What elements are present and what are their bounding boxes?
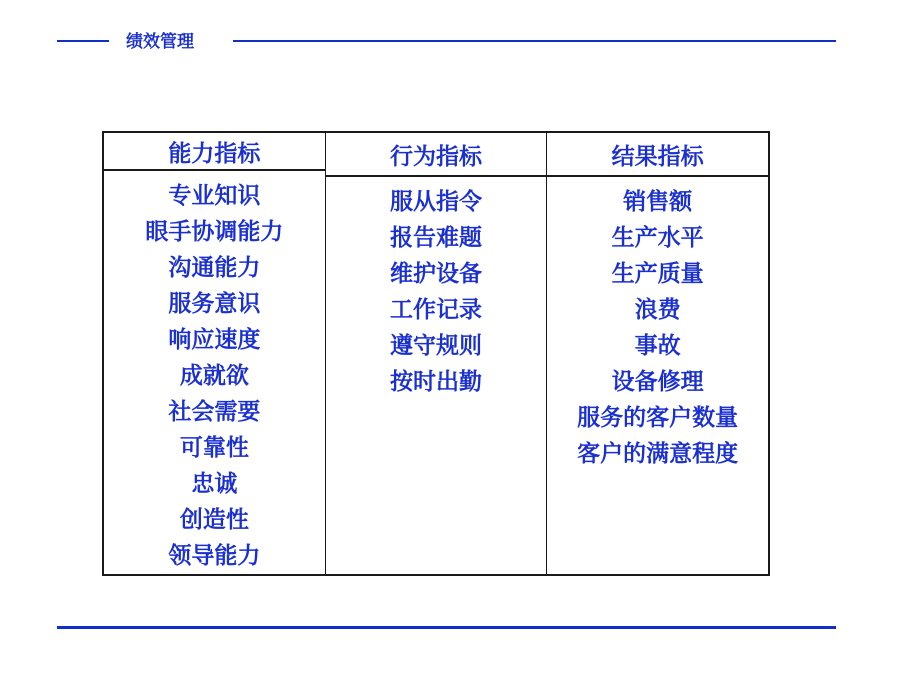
indicator-item: 报告难题 xyxy=(390,225,482,251)
indicator-item: 领导能力 xyxy=(168,543,261,569)
indicator-item: 忠诚 xyxy=(191,471,238,497)
column-header: 结果指标 xyxy=(547,133,768,177)
column-items xyxy=(104,171,325,574)
column-ability xyxy=(104,133,325,574)
indicator-item: 浪费 xyxy=(634,297,681,323)
indicator-table xyxy=(102,131,770,576)
indicator-item: 社会需要 xyxy=(168,399,261,425)
indicator-item: 可靠性 xyxy=(179,435,249,461)
column-header: 行为指标 xyxy=(326,133,547,177)
column-behavior xyxy=(325,133,547,574)
header-rule-right xyxy=(233,40,836,42)
indicator-item: 生产水平 xyxy=(611,225,704,251)
indicator-item: 遵守规则 xyxy=(390,333,482,359)
header-rule-left xyxy=(57,40,109,42)
indicator-item: 成就欲 xyxy=(179,363,249,389)
indicator-item: 服务意识 xyxy=(168,291,261,317)
footer-rule xyxy=(57,626,836,629)
indicator-item: 服从指令 xyxy=(390,189,482,215)
indicator-item: 设备修理 xyxy=(611,369,704,395)
indicator-item: 专业知识 xyxy=(168,183,261,209)
slide-header xyxy=(0,0,900,60)
indicator-item: 工作记录 xyxy=(390,297,482,323)
indicator-item: 事故 xyxy=(634,333,681,359)
slide-title: 绩效管理 xyxy=(126,32,194,52)
column-header: 能力指标 xyxy=(104,133,325,171)
column-items xyxy=(547,177,768,472)
indicator-item: 维护设备 xyxy=(390,261,482,287)
indicator-item: 销售额 xyxy=(623,189,693,215)
indicator-item: 生产质量 xyxy=(611,261,704,287)
indicator-item: 按时出勤 xyxy=(390,369,482,395)
indicator-item: 客户的满意程度 xyxy=(577,441,739,467)
column-result xyxy=(546,133,768,574)
indicator-item: 沟通能力 xyxy=(168,255,261,281)
indicator-item: 创造性 xyxy=(179,507,249,533)
indicator-item: 服务的客户数量 xyxy=(577,405,739,431)
indicator-item: 眼手协调能力 xyxy=(145,219,284,245)
column-items xyxy=(326,177,547,400)
indicator-item: 响应速度 xyxy=(168,327,261,353)
